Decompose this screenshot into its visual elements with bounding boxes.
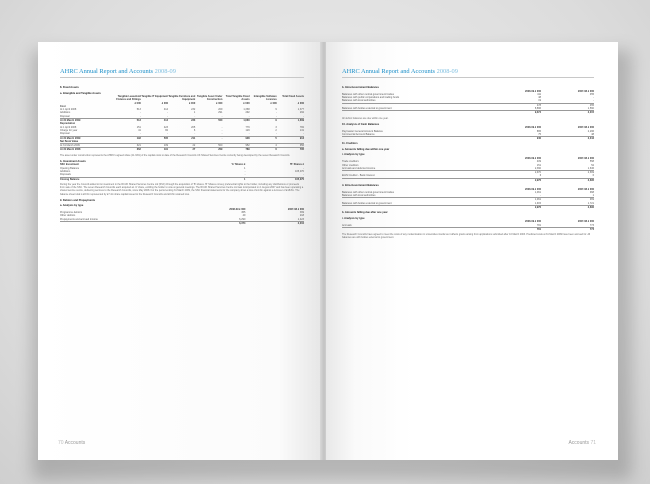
column-unit: £ 000 [243, 101, 250, 105]
cell-value: 6,290 [239, 217, 246, 221]
cell-value: - [540, 194, 542, 198]
cell-value: - [248, 114, 250, 118]
cell-value: - [275, 111, 277, 115]
row-label: Balances with bodies external to government [342, 106, 392, 110]
cell-value: 209 [195, 148, 222, 152]
cell-value: 505 [141, 136, 168, 140]
cell-value: 558 [589, 160, 594, 164]
debtors-subtitle: a. Analysis by type [60, 204, 84, 208]
cell-value: 321 [114, 144, 141, 148]
creditors-subtitle: a. Amounts falling due within one year [342, 147, 390, 151]
creditors-intra-subtitle: ii. Intra-Government Balances [342, 184, 379, 188]
cell-value: 192 [114, 136, 141, 140]
column-header: Tangible Leasehold Fixtures and Fittings [116, 95, 141, 102]
cell-value: 500 [195, 144, 222, 148]
right-content [342, 84, 594, 243]
cell-value: 52 [591, 163, 594, 167]
cell-value: 455 [541, 103, 594, 107]
cell-value: - [593, 96, 594, 100]
cash-table [342, 126, 594, 140]
cell-value: - [140, 132, 141, 136]
cell-value: 2,360 [534, 166, 542, 170]
column-header: 2007-08 £ 000 [577, 89, 594, 93]
cell-value: 9 [275, 108, 277, 112]
cell-value: - [194, 132, 196, 136]
row-label: At 31 March 2008 [60, 148, 114, 152]
cell-value: 414 [141, 119, 168, 123]
row-label: Charge for year [60, 128, 78, 132]
row-label [342, 178, 488, 182]
cell-value: 218 [299, 214, 304, 218]
intra-gov-table [342, 90, 594, 115]
column-unit: £ 000 [134, 101, 141, 105]
header-year: 2008-09 [154, 68, 176, 75]
cell-value: 513 [114, 119, 141, 123]
column-header: Tangible Asset Under Construction [197, 95, 223, 102]
cell-value: 2,015 [541, 111, 594, 115]
cell-value: 913 [277, 136, 304, 140]
cell-value: 773 [541, 227, 594, 231]
cell-value: - [275, 114, 277, 118]
row-label: At 1 April 2008 [60, 108, 77, 112]
cell-value: - [167, 111, 169, 115]
cell-value: - [244, 173, 246, 177]
cell-value: 779 [245, 125, 250, 129]
cell-value: 478 [488, 103, 541, 107]
cell-value: 1,061 [534, 190, 542, 194]
cell-value: 292 [245, 111, 250, 115]
column-unit: £ 000 [270, 101, 277, 105]
row-label: Disposal [60, 114, 70, 118]
cell-value: - [275, 132, 277, 136]
column-unit: £ 000 [188, 101, 196, 105]
cell-value: 1,560 [587, 106, 594, 110]
row-label: Commercial Account Balance [342, 132, 375, 136]
cell-value: 362 [114, 148, 141, 152]
row-label: Opening Balance [60, 166, 80, 170]
column-header: 'B' Shares £ [289, 163, 304, 167]
row-label: Disposals [60, 173, 71, 177]
right-footer-label: Accounts [568, 440, 590, 446]
after-one-year-analysis-label: i. Analysis by type [342, 216, 365, 220]
fixed-assets-table [60, 95, 304, 152]
cell-value: 2,010 [245, 221, 304, 225]
cell-value: 1,061 [488, 198, 541, 202]
row-label: Additions [60, 170, 71, 174]
cell-value: 48 [538, 96, 542, 100]
cell-value: 1 [244, 166, 246, 170]
row-label: Other creditors [342, 163, 359, 167]
cell-value: 6 [193, 128, 196, 132]
column-header: 2007-08 £ 000 [577, 220, 594, 224]
cell-value: 1,377 [297, 108, 304, 112]
cell-value: 1,721 [587, 201, 594, 205]
row-label: Depreciation [60, 122, 76, 126]
cell-value: 9 [250, 119, 277, 123]
left-footer-label: Accounts [64, 440, 86, 446]
cell-value: 291 [218, 111, 223, 115]
cell-value: 1,915 [534, 201, 542, 205]
row-label [60, 221, 187, 225]
column-header: 2008-09 £ 000 [524, 126, 542, 130]
row-label: EGIS Creditor - Bank Interest [342, 174, 375, 178]
row-label: Net Book Value [60, 139, 79, 143]
investment-note: During the year the Council added to its investment in the RCUK Shared Services Centre Ltd (SSC) through the acquisition of 'B' shares. 'B' Shares convey preferential rights to the holder, including any distributions or proceeds from sale of the SSC. The seven Research Councils each acquired an 'A' share, entitling the holder to vote at general meetings. The RCUK Shared Services Centre Ltd was incorporated on 1 August 2007 and has been operating a shared service centre, delivering services to the Research Councils, since May 2008. For the period ending 31 March 2009, the SSC financial statements for the company show a loss of £1.6m against a turnover of £18.8m. The balance sheet total is £6.6m represented by £7.4m share capital issued to the Research Councils and £0.8m retained loss. [60, 182, 304, 196]
column-unit: £ 000 [161, 101, 169, 105]
column-header: 'A' Shares £ [231, 163, 246, 167]
row-label: Closing Balance [60, 177, 187, 181]
column-header: 2008-09 £ 000 [229, 207, 246, 211]
cell-value: 4 [250, 144, 277, 148]
row-label: At 31 March 2009 [60, 144, 114, 148]
cell-value: - [303, 166, 304, 170]
fixed-assets-note: The asset under construction represents the AHRC's agreed share (11.34%) of the capital costs to date of the Research Councils UK Shared Services Centre currently being developed by the seven Research Councils. [60, 153, 291, 157]
cell-value: 2 [275, 128, 277, 132]
column-header: 2008-09 £ 000 [524, 89, 542, 93]
cell-value: 2,976 [488, 178, 541, 182]
column-header: Tangible IT Equipment [141, 95, 169, 98]
row-label: Balances with other central government bodies [342, 92, 394, 96]
cell-value: 1 [187, 177, 246, 181]
table-row [60, 221, 304, 225]
cell-value: 968 [589, 190, 594, 194]
cell-value: 781 [488, 227, 541, 231]
column-header [60, 95, 114, 102]
table-row [342, 227, 594, 231]
cell-value: 1,423 [297, 217, 304, 221]
cell-value: 455 [589, 92, 594, 96]
creditors-table [342, 157, 594, 182]
cell-value: 105,070 [245, 177, 304, 181]
cell-value: 292 [299, 111, 304, 115]
creditors-analysis-label: i. Analysis by type [342, 153, 365, 157]
cell-value: 1 [193, 111, 196, 115]
cell-value: 105,070 [294, 170, 304, 174]
row-label: At 31 March 2009 [60, 136, 114, 140]
cell-value: - [167, 114, 169, 118]
intra-gov-note: All debtor balances are due within one year. [342, 116, 389, 120]
cell-value: 129 [245, 128, 250, 132]
cell-value: 22 [168, 144, 195, 148]
fixed-assets-subtitle: a. Intangible and Tangible Assets [60, 91, 101, 95]
cell-value: 781 [536, 223, 542, 227]
cell-value: - [195, 136, 222, 140]
investment-table [60, 163, 304, 180]
cell-value: 131 [299, 128, 304, 132]
cell-value: 423 [163, 125, 169, 129]
row-label: Balances with local authorities [342, 99, 376, 103]
after-one-year-note: The Research Councils have agreed to meet the costs of any modernisation in universities insofar as it affects grants arising from applications submitted after 10 March 2003. Predicted costs at 31 March 2009 have been accrued for. All balances are with bodies external to government. [342, 233, 591, 240]
cell-value: - [221, 132, 223, 136]
cell-value: 233 [168, 119, 195, 123]
cell-value: - [221, 128, 223, 132]
after-one-year-table [342, 220, 594, 231]
cell-value: - [303, 114, 304, 118]
cell-value: 3 [275, 125, 277, 129]
cell-value: - [303, 132, 304, 136]
cell-value: 411 [537, 92, 542, 96]
left-page-number: 70 [58, 440, 64, 446]
header-year: 2008-09 [436, 68, 458, 75]
cell-value: 1,660 [222, 119, 249, 123]
cell-value: 1 [592, 194, 594, 198]
table-row [342, 206, 594, 210]
cell-value: - [221, 114, 223, 118]
right-page-header [342, 68, 458, 75]
cell-value: - [167, 132, 169, 136]
cell-value: 1,636 [587, 166, 594, 170]
cell-value: 908 [222, 136, 249, 140]
cell-value: 8,896 [534, 106, 542, 110]
cell-value: 49 [242, 214, 246, 218]
cell-value: 109 [141, 144, 168, 148]
header-rule [342, 77, 594, 78]
cell-value: 2,976 [488, 206, 541, 210]
cell-value: 956 [277, 144, 304, 148]
debtors-table [60, 208, 304, 225]
cell-value: 2,970 [488, 171, 541, 175]
row-label: Trade creditors [342, 160, 359, 164]
header-title: AHRC Annual Report and Accounts [342, 68, 436, 75]
right-page-number: 71 [590, 440, 596, 446]
row-label [342, 206, 488, 210]
left-footer [58, 440, 85, 446]
cell-value: 151 [136, 125, 141, 129]
cell-value: 9,374 [488, 111, 541, 115]
cell-value: 48 [591, 132, 594, 136]
column-header: 2008-09 £ 000 [524, 156, 542, 160]
row-label: At 31 March 2009 [60, 119, 114, 123]
cell-value: 211 [168, 136, 195, 140]
row-label: Cost [60, 104, 66, 108]
cell-value: - [221, 125, 223, 129]
cell-value: 27 [168, 148, 195, 152]
table-row [342, 178, 594, 182]
column-header: 2008-09 £ 000 [524, 220, 542, 224]
column-header: Tangible Furniture and Equipment [168, 95, 196, 102]
row-label: Other debtors [60, 214, 76, 218]
row-label: Additions [60, 111, 71, 115]
column-header: 2008-09 £ 000 [524, 187, 542, 191]
column-header: Total Fixed Assets [282, 95, 304, 98]
debtors-title: 9. Debtors and Prepayments [60, 198, 96, 202]
column-header: 2007-08 £ 000 [287, 207, 304, 211]
creditors-intra-table [342, 188, 594, 210]
table-row [342, 137, 594, 141]
cell-value: 1,669 [277, 119, 304, 123]
cash-title: 10. Analysis of Cash Balances [342, 122, 380, 126]
cell-value: 969 [541, 198, 594, 202]
row-label: Accruals [342, 223, 352, 227]
row-label: Balances with other central government bodies [342, 190, 394, 194]
cell-value: 205 [191, 125, 196, 129]
table-row [60, 148, 304, 152]
row-label [342, 111, 488, 115]
cell-value: 232 [191, 108, 196, 112]
cell-value: 789 [222, 148, 249, 152]
table-row [342, 111, 594, 115]
row-label: Balances with bodies external to government [342, 201, 392, 205]
left-content [60, 84, 304, 225]
row-label: At 1 April 2008 [60, 125, 77, 129]
cell-value: 782 [299, 125, 304, 129]
cell-value: 6,374 [187, 221, 246, 225]
row-label: Prepayments and accrued income [60, 217, 98, 221]
cell-value: 2,344 [541, 137, 594, 141]
row-label: Balances with local authorities [342, 194, 376, 198]
cell-value: 409 [536, 160, 542, 164]
cell-value: 5 [250, 136, 277, 140]
cell-value: 191 [141, 148, 168, 152]
right-page [326, 42, 618, 460]
row-label: Disposal [60, 132, 70, 136]
column-header: SSC Investment [60, 163, 80, 167]
column-header: Total Tangible Fixed Assets [225, 95, 250, 102]
left-page-header [60, 68, 176, 75]
header-rule [60, 77, 304, 78]
cell-value: 82 [165, 128, 169, 132]
column-header: 2007-08 £ 000 [577, 126, 594, 130]
cell-value: 414 [163, 108, 169, 112]
column-unit: £ 000 [297, 101, 304, 105]
cell-value: 940 [488, 137, 541, 141]
cell-value: - [194, 114, 196, 118]
cell-value: - [248, 132, 250, 136]
cell-value: 2,690 [541, 206, 594, 210]
fixed-assets-title: 8. Fixed Assets [60, 86, 79, 89]
cell-value: 151 [536, 163, 542, 167]
cell-value: 2,695 [541, 178, 594, 182]
cell-value: - [303, 173, 304, 177]
row-label: Accruals and deferred income [342, 166, 376, 170]
after-one-year-subtitle: b. Amounts falling due after one year [342, 211, 388, 215]
cell-value: 19 [538, 99, 542, 103]
column-unit: £ 000 [216, 101, 223, 105]
cell-value: 6 [539, 174, 542, 178]
cell-value: 513 [136, 108, 141, 112]
cell-value: 2,296 [587, 129, 594, 133]
cell-value: 865 [536, 129, 542, 133]
cell-value: - [244, 170, 246, 174]
left-page [38, 42, 322, 460]
column-header: Intangible Software Licences [253, 95, 277, 102]
investment-subtitle: b. Investment Assets [60, 159, 86, 163]
cell-value: 455 [241, 211, 246, 215]
cell-value: 2,669 [541, 171, 594, 175]
row-label [342, 137, 488, 141]
cell-value: 75 [538, 132, 542, 136]
header-title: AHRC Annual Report and Accounts [60, 68, 154, 75]
row-label: Paymaster General Account Balance [342, 129, 383, 133]
cell-value: 369 [299, 211, 304, 215]
cell-value: 6 [250, 148, 277, 152]
row-label: Balances with public corporations and trading funds [342, 96, 400, 100]
row-label: Programme debtors [60, 211, 83, 215]
column-header: 2007-08 £ 000 [577, 156, 594, 160]
table-row [60, 177, 304, 181]
cell-value: 41 [138, 128, 141, 132]
cell-value: - [140, 111, 141, 115]
right-footer [568, 440, 596, 446]
row-label [342, 227, 488, 231]
cell-value: 6 [592, 174, 594, 178]
cell-value: 209 [218, 108, 223, 112]
cell-value: - [593, 99, 594, 103]
column-header: 2007-08 £ 000 [577, 187, 594, 191]
cell-value: 500 [195, 119, 222, 123]
cell-value: 773 [589, 223, 594, 227]
creditors-title: 11. Creditors [342, 142, 358, 146]
cell-value: 952 [222, 144, 249, 148]
cell-value: 1,368 [243, 108, 250, 112]
table-header-row [60, 95, 304, 102]
intra-gov-subtitle: b. Intra-Government Balances [342, 86, 379, 89]
cell-value: - [140, 114, 141, 118]
cell-value: 795 [277, 148, 304, 152]
